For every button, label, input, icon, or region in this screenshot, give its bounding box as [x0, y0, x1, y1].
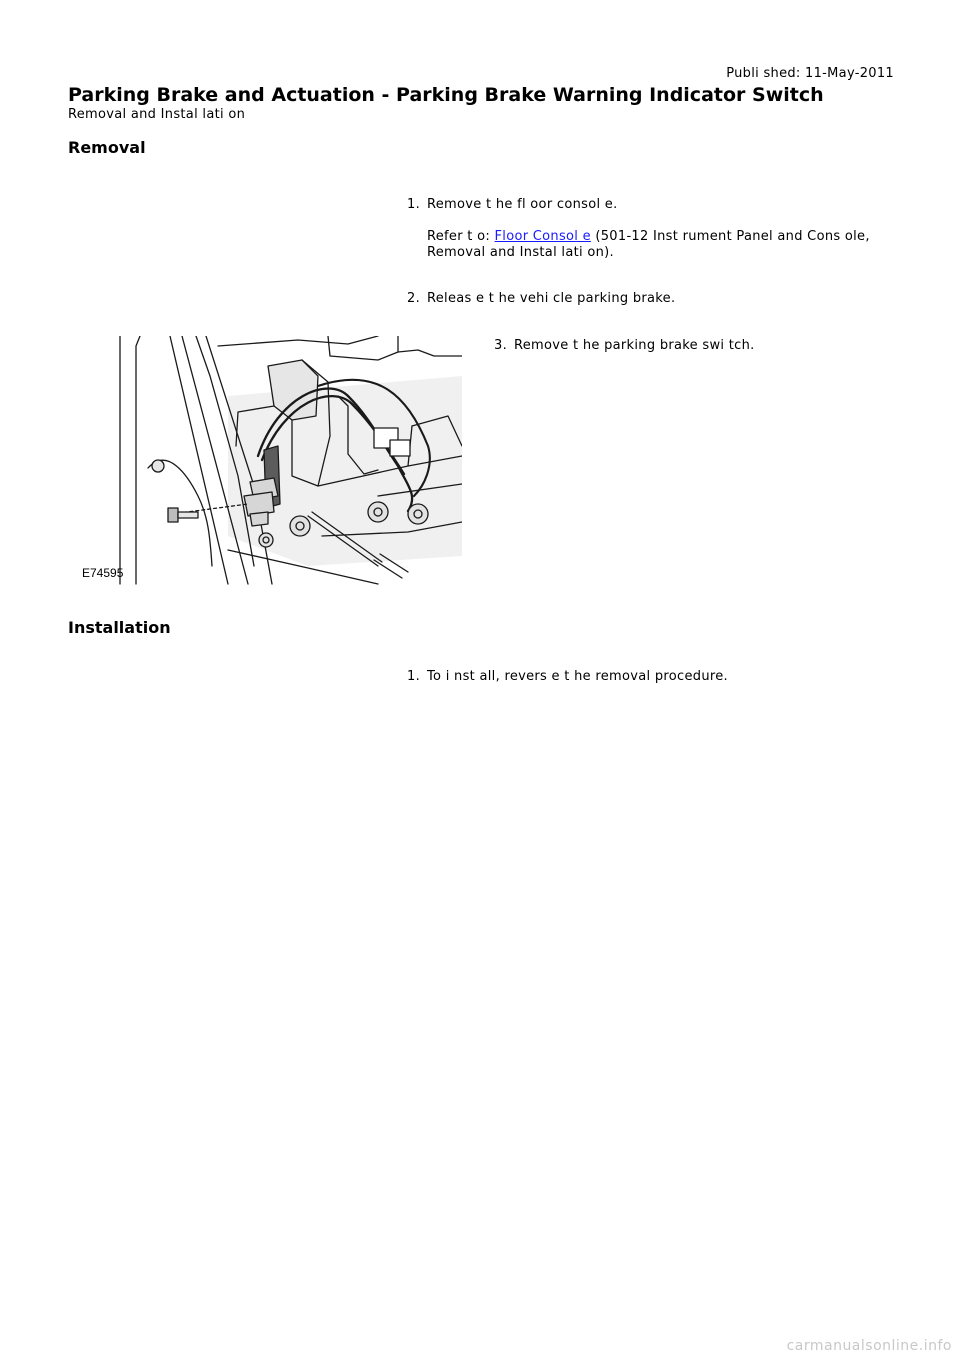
refer-to-line: [427, 228, 870, 245]
watermark: carmanualsonline.info: [786, 1338, 952, 1354]
step-number: 1.: [407, 197, 421, 212]
figure-label: E74595: [82, 566, 124, 580]
refer-suffix: (501-12 Inst rument Panel and Cons ole,: [590, 229, 870, 244]
parking-brake-switch-illustration: [78, 336, 462, 586]
refer-to-line-2: Removal and Instal lati on).: [427, 245, 614, 260]
step-text: Remove t he fl oor consol e.: [427, 197, 618, 212]
document-title: Parking Brake and Actuation - Parking Brake Warning Indicator Switch: [68, 84, 824, 106]
step-number: 3.: [494, 338, 508, 353]
refer-prefix: Refer t o:: [427, 229, 495, 244]
installation-heading: Installation: [68, 618, 171, 637]
removal-heading: Removal: [68, 138, 146, 157]
published-date: Publi shed: 11-May-2011: [726, 66, 894, 81]
step-text: To i nst all, revers e t he removal procedure.: [427, 669, 728, 684]
floor-console-link[interactable]: Floor Consol e: [494, 229, 591, 244]
step-number: 2.: [407, 291, 421, 306]
step-number: 1.: [407, 669, 421, 684]
document-subtitle: Removal and Instal lati on: [68, 107, 246, 122]
step-text: Remove t he parking brake swi tch.: [514, 338, 755, 353]
step-text: Releas e t he vehi cle parking brake.: [427, 291, 676, 306]
